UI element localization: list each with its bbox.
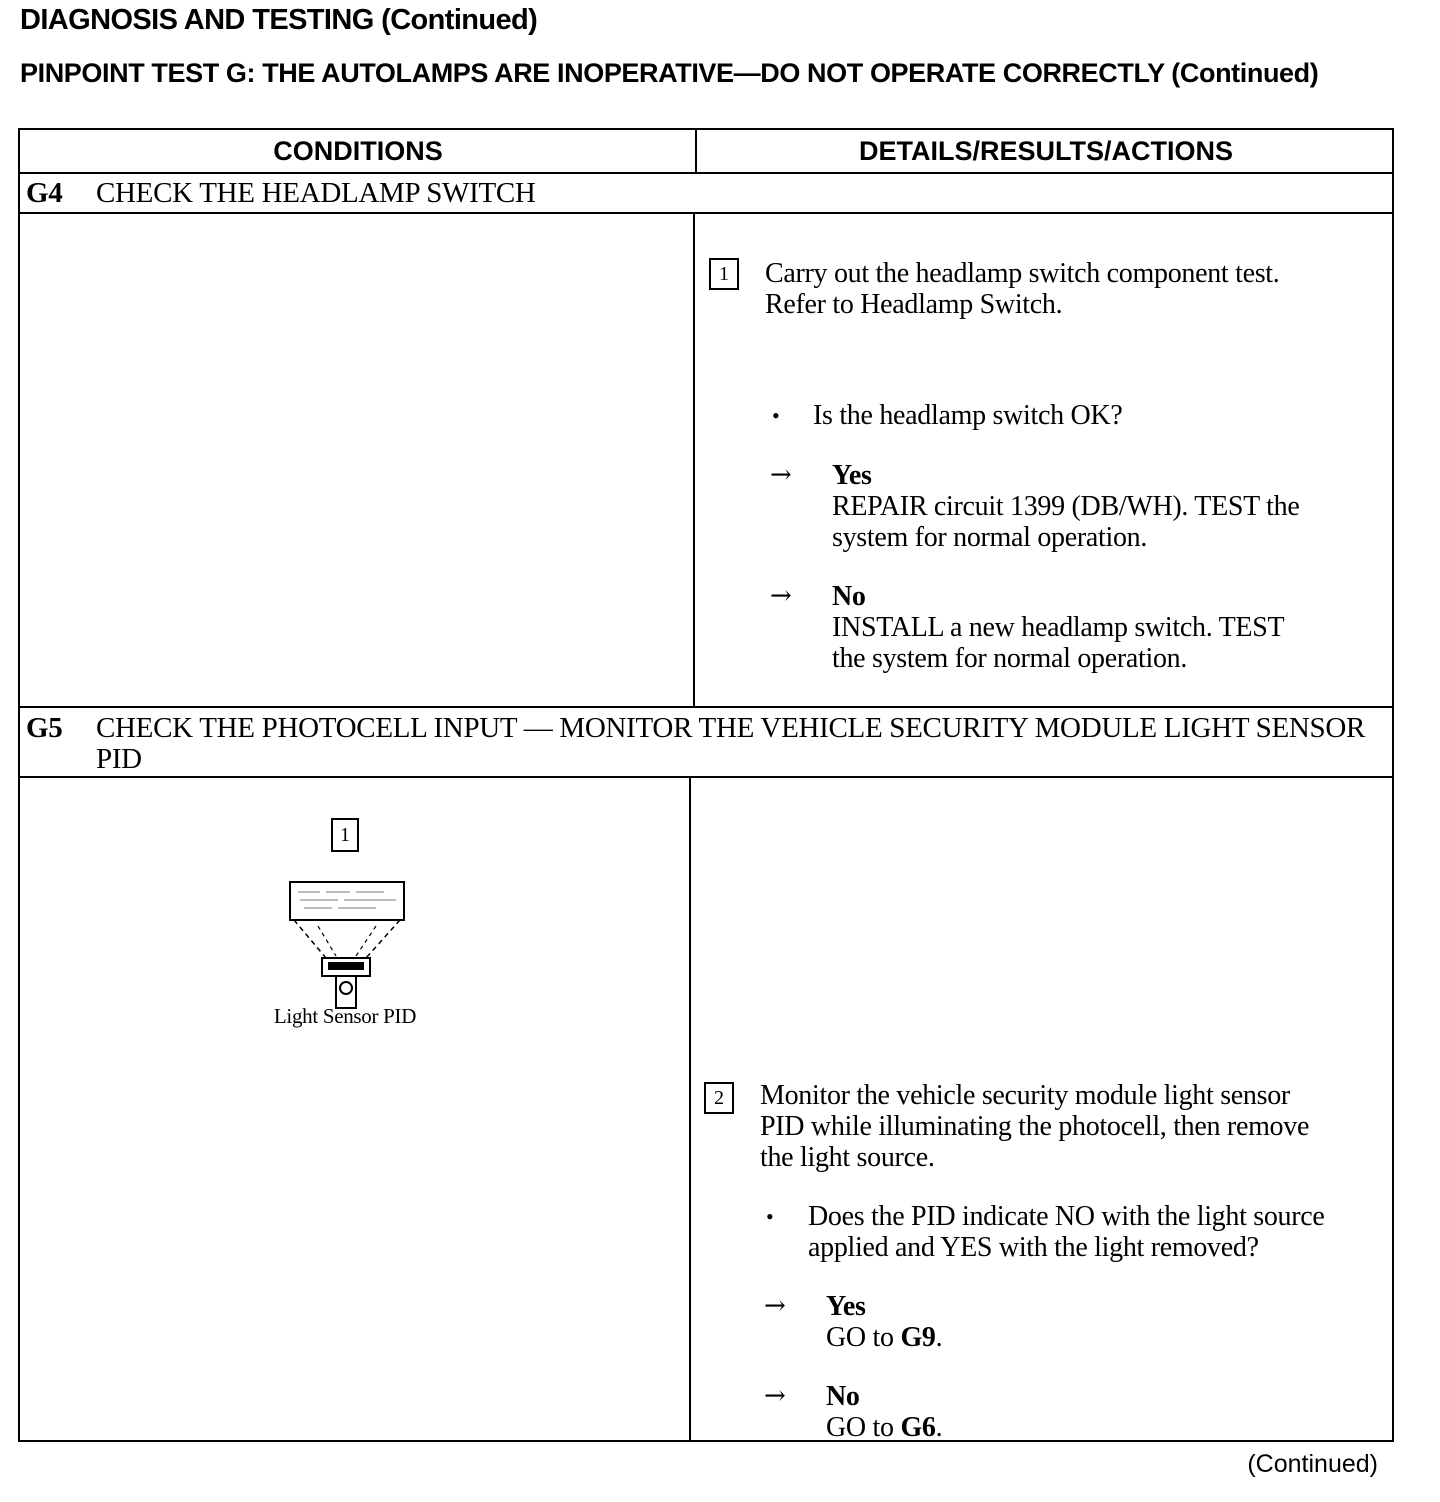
bullet-icon: • <box>772 403 780 428</box>
result-no: No GO to G6. <box>826 1381 943 1443</box>
step-number-box: 2 <box>704 1082 734 1114</box>
column-header-conditions: CONDITIONS <box>273 136 443 166</box>
light-beam <box>318 926 336 956</box>
action-question: Does the PID indicate NO with the light source applied and YES with the light removed? <box>808 1201 1325 1263</box>
action-question: Is the headlamp switch OK? <box>813 400 1123 431</box>
light-beam <box>366 920 400 958</box>
figure-number-box: 1 <box>331 818 359 852</box>
bullet-icon: • <box>766 1204 774 1229</box>
arrow-right-icon: → <box>770 581 792 611</box>
step-g4-title-row <box>26 177 536 209</box>
result-no: No INSTALL a new headlamp switch. TEST the system for normal operation. <box>832 581 1285 674</box>
figure-caption: Light Sensor PID <box>273 1004 417 1028</box>
row-divider <box>20 776 1392 778</box>
goto-link[interactable]: G6 <box>900 1412 936 1443</box>
photocell-lens <box>328 962 364 970</box>
step-title: CHECK THE HEADLAMP SWITCH <box>96 177 536 209</box>
step-id: G5 <box>26 712 63 744</box>
pinpoint-test-title: PINPOINT TEST G: THE AUTOLAMPS ARE INOPERATIVE—DO NOT OPERATE CORRECTLY (Continued) <box>20 58 1319 88</box>
column-divider <box>695 130 697 172</box>
column-header-details: DETAILS/RESULTS/ACTIONS <box>858 136 1233 166</box>
arrow-right-icon: → <box>770 460 792 490</box>
diagnostic-table <box>18 128 1394 1442</box>
result-yes: Yes GO to G9. <box>826 1291 943 1353</box>
action-instruction: Monitor the vehicle security module light sensor PID while illuminating the photocell, then remove the light source. <box>760 1080 1310 1173</box>
result-yes: Yes REPAIR circuit 1399 (DB/WH). TEST the system for normal operation. <box>832 460 1300 553</box>
continued-note: (Continued) <box>1247 1450 1378 1478</box>
step-title: CHECK THE PHOTOCELL INPUT — MONITOR THE VEHICLE SECURITY MODULE LIGHT SENSOR PID <box>96 712 1366 775</box>
column-divider <box>693 214 695 706</box>
scan-tool-display <box>290 882 404 920</box>
row-divider <box>20 706 1392 708</box>
arrow-right-icon: → <box>764 1381 786 1411</box>
row-divider <box>20 212 1392 214</box>
step-g5-title-row <box>26 712 1366 775</box>
photocell-connector <box>340 982 352 994</box>
goto-link[interactable]: G9 <box>900 1322 936 1353</box>
column-divider <box>689 778 691 1442</box>
row-divider <box>20 172 1392 174</box>
step-number-box: 1 <box>709 258 739 290</box>
page-title: DIAGNOSIS AND TESTING (Continued) <box>20 4 538 36</box>
step-id: G4 <box>26 177 63 209</box>
light-beam <box>356 926 376 956</box>
action-instruction: Carry out the headlamp switch component test. Refer to Headlamp Switch. <box>765 258 1280 320</box>
arrow-right-icon: → <box>764 1291 786 1321</box>
light-beam <box>294 920 326 958</box>
